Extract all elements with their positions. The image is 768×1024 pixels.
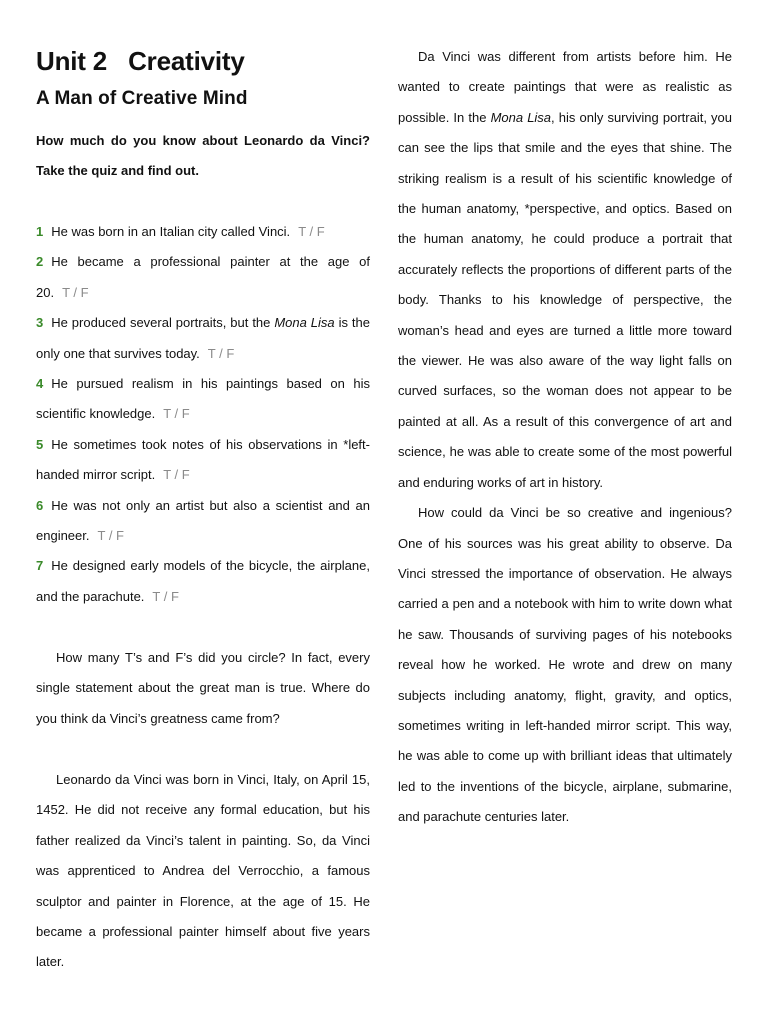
quiz-item-number: 6 [36, 497, 44, 513]
paragraph-realism [398, 42, 732, 498]
artwork-title-italic: Mona Lisa [490, 109, 552, 125]
true-false-choice[interactable]: T / F [163, 467, 190, 483]
paragraph-biography: Leonardo da Vinci was born in Vinci, Italy, on April 15, 1452. He did not receive any formal education, but his father realized da Vinci’s talent in painting. So, da Vinci was apprenticed to Andrea del Verrocchio, a famous sculptor and painter in Florence, at the age of 15. He became a professional painter himself about five years later. [36, 772, 370, 970]
unit-topic: Creativity [128, 46, 245, 76]
true-false-choice[interactable]: T / F [62, 284, 89, 300]
quiz-item-number: 7 [36, 558, 44, 574]
true-false-choice[interactable]: T / F [97, 528, 124, 544]
quiz-item [36, 308, 370, 369]
quiz-item-text: He designed early models of the bicycle, the airplane, and the parachute. [36, 558, 370, 604]
quiz-item-text: He was born in an Italian city called Vinci. [51, 224, 291, 239]
paragraph-realism-rest: , his only surviving portrait, you can see the lips that smile and the eyes that shine. The striking realism is a result of his scientific knowledge of the human anatomy, *perspective, and optics. Based on the human anatomy, he could produce a portrait that accurately reflects the proportions of different parts of the body. Thanks to his knowledge of perspective, the woman’s head and eyes are turned a little more toward the viewer. He was also aware of the way light falls on curved surfaces, so the woman does not appear to be painted at all. As a result of this convergence of art and science, he was able to create some of the most powerful and enduring works of art in history. [398, 109, 733, 490]
quiz-item [36, 430, 370, 491]
quiz-item-number: 5 [36, 436, 44, 452]
quiz-item-text: He sometimes took notes of his observations in *left-handed mirror script. [36, 436, 370, 483]
quiz-item-number: 1 [36, 224, 44, 239]
quiz-intro: How much do you know about Leonardo da Vinci? Take the quiz and find out. [36, 133, 370, 179]
quiz-item-text: He produced several portraits, but the [51, 315, 275, 331]
paragraph-realism-start: Da Vinci was different from artists before him. He wanted to create paintings that were as realistic as possible. In the [398, 49, 732, 125]
quiz-item-number: 3 [36, 315, 44, 331]
quiz-item-text-after: is the only one that survives today. [36, 315, 370, 361]
quiz-item [36, 247, 370, 308]
quiz-item [36, 491, 370, 552]
true-false-choice[interactable]: T / F [152, 588, 179, 604]
true-false-choice[interactable]: T / F [163, 406, 190, 422]
quiz-item-number: 2 [36, 254, 44, 270]
quiz-item [36, 551, 370, 612]
quiz-item-number: 4 [36, 376, 44, 392]
quiz-item-text: He was not only an artist but also a scientist and an engineer. [36, 497, 370, 544]
quiz-item-italic: Mona Lisa [274, 315, 335, 331]
true-false-choice[interactable]: T / F [298, 224, 325, 239]
quiz-list [36, 217, 370, 612]
true-false-choice[interactable]: T / F [207, 345, 235, 361]
quiz-item [36, 217, 370, 247]
lesson-title: A Man of Creative Mind [36, 88, 248, 109]
paragraph-how-many: How many T’s and F’s did you circle? In fact, every single statement about the great man is true. Where do you think da Vinci’s greatness came from? [36, 650, 370, 726]
unit-number: Unit 2 [36, 46, 108, 76]
quiz-item-text: He became a professional painter at the age of 20. [36, 254, 370, 300]
unit-title [36, 46, 245, 77]
right-column-body [398, 42, 732, 833]
paragraph-observation: How could da Vinci be so creative and ingenious? One of his sources was his great ability to observe. Da Vinci stressed the importance of observation. He always carried a pen and a notebook with him to write down what he saw. Thousands of surviving pages of his notebooks reveal how he worked. He wrote and drew on many subjects including anatomy, flight, gravity, and optics, sometimes writing in left-handed mirror script. This way, he was able to come up with brilliant ideas that ultimately led to the inventions of the bicycle, airplane, submarine, and parachute centuries later. [398, 505, 732, 825]
quiz-item-text: He pursued realism in his paintings based on his scientific knowledge. [36, 376, 370, 422]
quiz-item [36, 369, 370, 430]
